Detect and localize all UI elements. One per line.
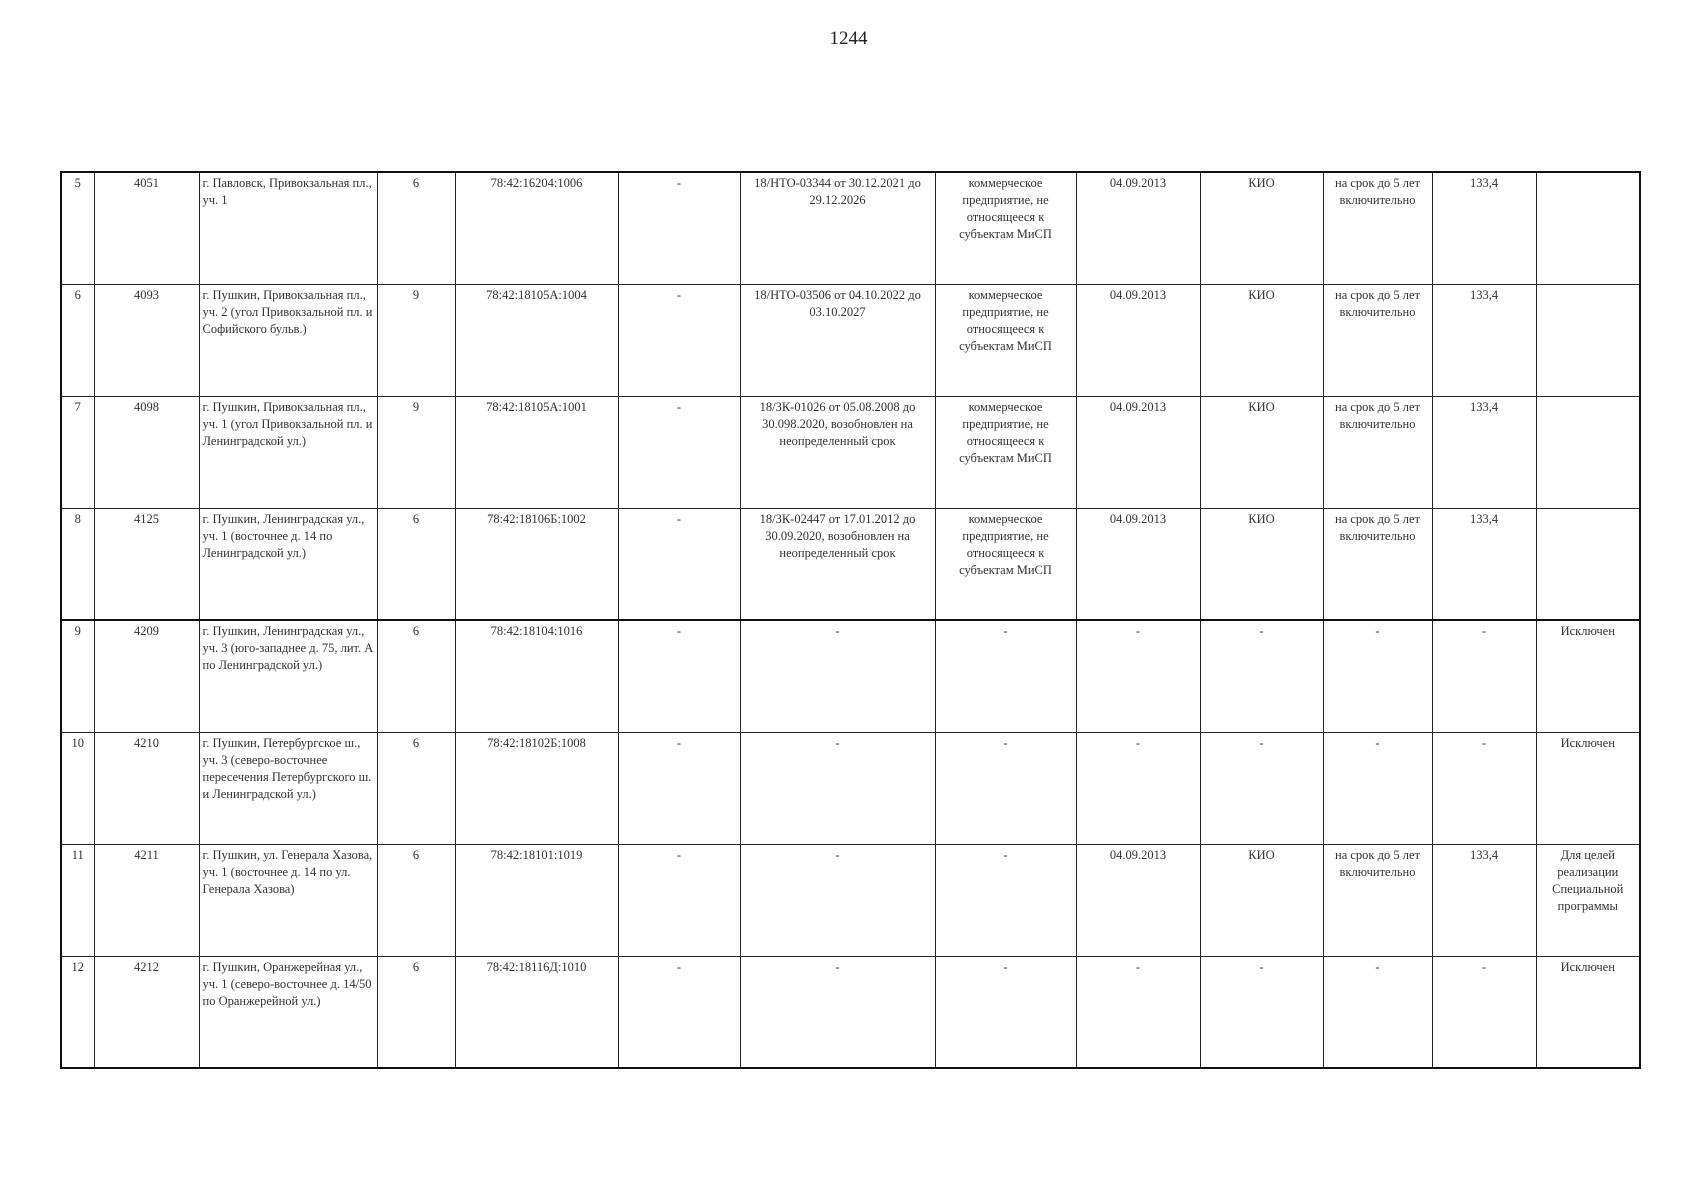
dash-cell: - (618, 956, 740, 1068)
cadastral-number: 78:42:18105А:1004 (455, 284, 618, 396)
dash-cell: - (618, 396, 740, 508)
count-cell: 6 (377, 508, 455, 620)
entity-type-cell: - (935, 956, 1076, 1068)
organization-cell: - (1200, 956, 1323, 1068)
organization-cell: КИО (1200, 396, 1323, 508)
count-cell: 6 (377, 732, 455, 844)
address-cell: г. Пушкин, Ленинградская ул., уч. 3 (юго-западнее д. 75, лит. А по Ленинградской ул.) (199, 620, 377, 732)
term-cell: на срок до 5 лет включительно (1323, 508, 1432, 620)
count-cell: 6 (377, 172, 455, 284)
row-number: 8 (61, 508, 94, 620)
row-number: 7 (61, 396, 94, 508)
entity-type-cell: - (935, 732, 1076, 844)
address-cell: г. Пушкин, Привокзальная пл., уч. 2 (угол Привокзальной пл. и Софийского бульв.) (199, 284, 377, 396)
cadastral-number: 78:42:18101:1019 (455, 844, 618, 956)
row-number: 5 (61, 172, 94, 284)
note-cell: Для целей реализации Специальной программы (1536, 844, 1640, 956)
contract-cell: 18/НТО-03506 от 04.10.2022 до 03.10.2027 (740, 284, 935, 396)
note-cell: Исключен (1536, 956, 1640, 1068)
date-cell: 04.09.2013 (1076, 172, 1200, 284)
registry-table (60, 171, 1641, 1069)
table-row (61, 620, 1640, 732)
table-row (61, 172, 1640, 284)
table-row (61, 396, 1640, 508)
dash-cell: - (618, 620, 740, 732)
page-number: 1244 (829, 28, 868, 49)
table-row (61, 508, 1640, 620)
area-cell: 133,4 (1432, 508, 1536, 620)
contract-cell: 18/НТО-03344 от 30.12.2021 до 29.12.2026 (740, 172, 935, 284)
area-cell: - (1432, 620, 1536, 732)
organization-cell: КИО (1200, 844, 1323, 956)
term-cell: - (1323, 956, 1432, 1068)
note-cell (1536, 508, 1640, 620)
date-cell: 04.09.2013 (1076, 284, 1200, 396)
object-id: 4093 (94, 284, 199, 396)
contract-cell: 18/ЗК-02447 от 17.01.2012 до 30.09.2020, возобновлен на неопределенный срок (740, 508, 935, 620)
note-cell: Исключен (1536, 732, 1640, 844)
term-cell: на срок до 5 лет включительно (1323, 396, 1432, 508)
organization-cell: КИО (1200, 172, 1323, 284)
object-id: 4051 (94, 172, 199, 284)
object-id: 4098 (94, 396, 199, 508)
count-cell: 6 (377, 620, 455, 732)
cadastral-number: 78:42:18104:1016 (455, 620, 618, 732)
object-id: 4210 (94, 732, 199, 844)
address-cell: г. Пушкин, Петербургское ш., уч. 3 (северо-восточнее пересечения Петербургского ш. и Ленинградской ул.) (199, 732, 377, 844)
dash-cell: - (618, 732, 740, 844)
entity-type-cell: коммерческое предприятие, не относящееся к субъектам МиСП (935, 396, 1076, 508)
object-id: 4209 (94, 620, 199, 732)
address-cell: г. Пушкин, Привокзальная пл., уч. 1 (угол Привокзальной пл. и Ленинградской ул.) (199, 396, 377, 508)
row-number: 11 (61, 844, 94, 956)
cadastral-number: 78:42:18106Б:1002 (455, 508, 618, 620)
entity-type-cell: коммерческое предприятие, не относящееся к субъектам МиСП (935, 284, 1076, 396)
table-row (61, 844, 1640, 956)
organization-cell: КИО (1200, 284, 1323, 396)
address-cell: г. Пушкин, Оранжерейная ул., уч. 1 (северо-восточнее д. 14/50 по Оранжерейной ул.) (199, 956, 377, 1068)
date-cell: - (1076, 620, 1200, 732)
row-number: 9 (61, 620, 94, 732)
object-id: 4212 (94, 956, 199, 1068)
row-number: 6 (61, 284, 94, 396)
note-cell (1536, 172, 1640, 284)
area-cell: - (1432, 732, 1536, 844)
area-cell: - (1432, 956, 1536, 1068)
contract-cell: - (740, 956, 935, 1068)
table-row (61, 284, 1640, 396)
address-cell: г. Павловск, Привокзальная пл., уч. 1 (199, 172, 377, 284)
cadastral-number: 78:42:18102Б:1008 (455, 732, 618, 844)
cadastral-number: 78:42:16204:1006 (455, 172, 618, 284)
area-cell: 133,4 (1432, 284, 1536, 396)
note-cell (1536, 396, 1640, 508)
term-cell: - (1323, 732, 1432, 844)
contract-cell: 18/ЗК-01026 от 05.08.2008 до 30.098.2020, возобновлен на неопределенный срок (740, 396, 935, 508)
date-cell: - (1076, 732, 1200, 844)
organization-cell: - (1200, 732, 1323, 844)
count-cell: 6 (377, 844, 455, 956)
term-cell: на срок до 5 лет включительно (1323, 172, 1432, 284)
row-number: 10 (61, 732, 94, 844)
entity-type-cell: - (935, 620, 1076, 732)
count-cell: 9 (377, 396, 455, 508)
organization-cell: - (1200, 620, 1323, 732)
date-cell: 04.09.2013 (1076, 396, 1200, 508)
dash-cell: - (618, 508, 740, 620)
cadastral-number: 78:42:18105А:1001 (455, 396, 618, 508)
table-body (61, 172, 1640, 1068)
area-cell: 133,4 (1432, 844, 1536, 956)
row-number: 12 (61, 956, 94, 1068)
date-cell: 04.09.2013 (1076, 508, 1200, 620)
area-cell: 133,4 (1432, 396, 1536, 508)
table-row (61, 956, 1640, 1068)
contract-cell: - (740, 844, 935, 956)
address-cell: г. Пушкин, ул. Генерала Хазова, уч. 1 (восточнее д. 14 по ул. Генерала Хазова) (199, 844, 377, 956)
term-cell: на срок до 5 лет включительно (1323, 844, 1432, 956)
date-cell: - (1076, 956, 1200, 1068)
cadastral-number: 78:42:18116Д:1010 (455, 956, 618, 1068)
dash-cell: - (618, 172, 740, 284)
term-cell: - (1323, 620, 1432, 732)
note-cell: Исключен (1536, 620, 1640, 732)
contract-cell: - (740, 732, 935, 844)
count-cell: 6 (377, 956, 455, 1068)
entity-type-cell: коммерческое предприятие, не относящееся к субъектам МиСП (935, 172, 1076, 284)
count-cell: 9 (377, 284, 455, 396)
date-cell: 04.09.2013 (1076, 844, 1200, 956)
organization-cell: КИО (1200, 508, 1323, 620)
object-id: 4211 (94, 844, 199, 956)
dash-cell: - (618, 844, 740, 956)
entity-type-cell: коммерческое предприятие, не относящееся к субъектам МиСП (935, 508, 1076, 620)
object-id: 4125 (94, 508, 199, 620)
table-row (61, 732, 1640, 844)
dash-cell: - (618, 284, 740, 396)
term-cell: на срок до 5 лет включительно (1323, 284, 1432, 396)
note-cell (1536, 284, 1640, 396)
entity-type-cell: - (935, 844, 1076, 956)
area-cell: 133,4 (1432, 172, 1536, 284)
contract-cell: - (740, 620, 935, 732)
address-cell: г. Пушкин, Ленинградская ул., уч. 1 (восточнее д. 14 по Ленинградской ул.) (199, 508, 377, 620)
